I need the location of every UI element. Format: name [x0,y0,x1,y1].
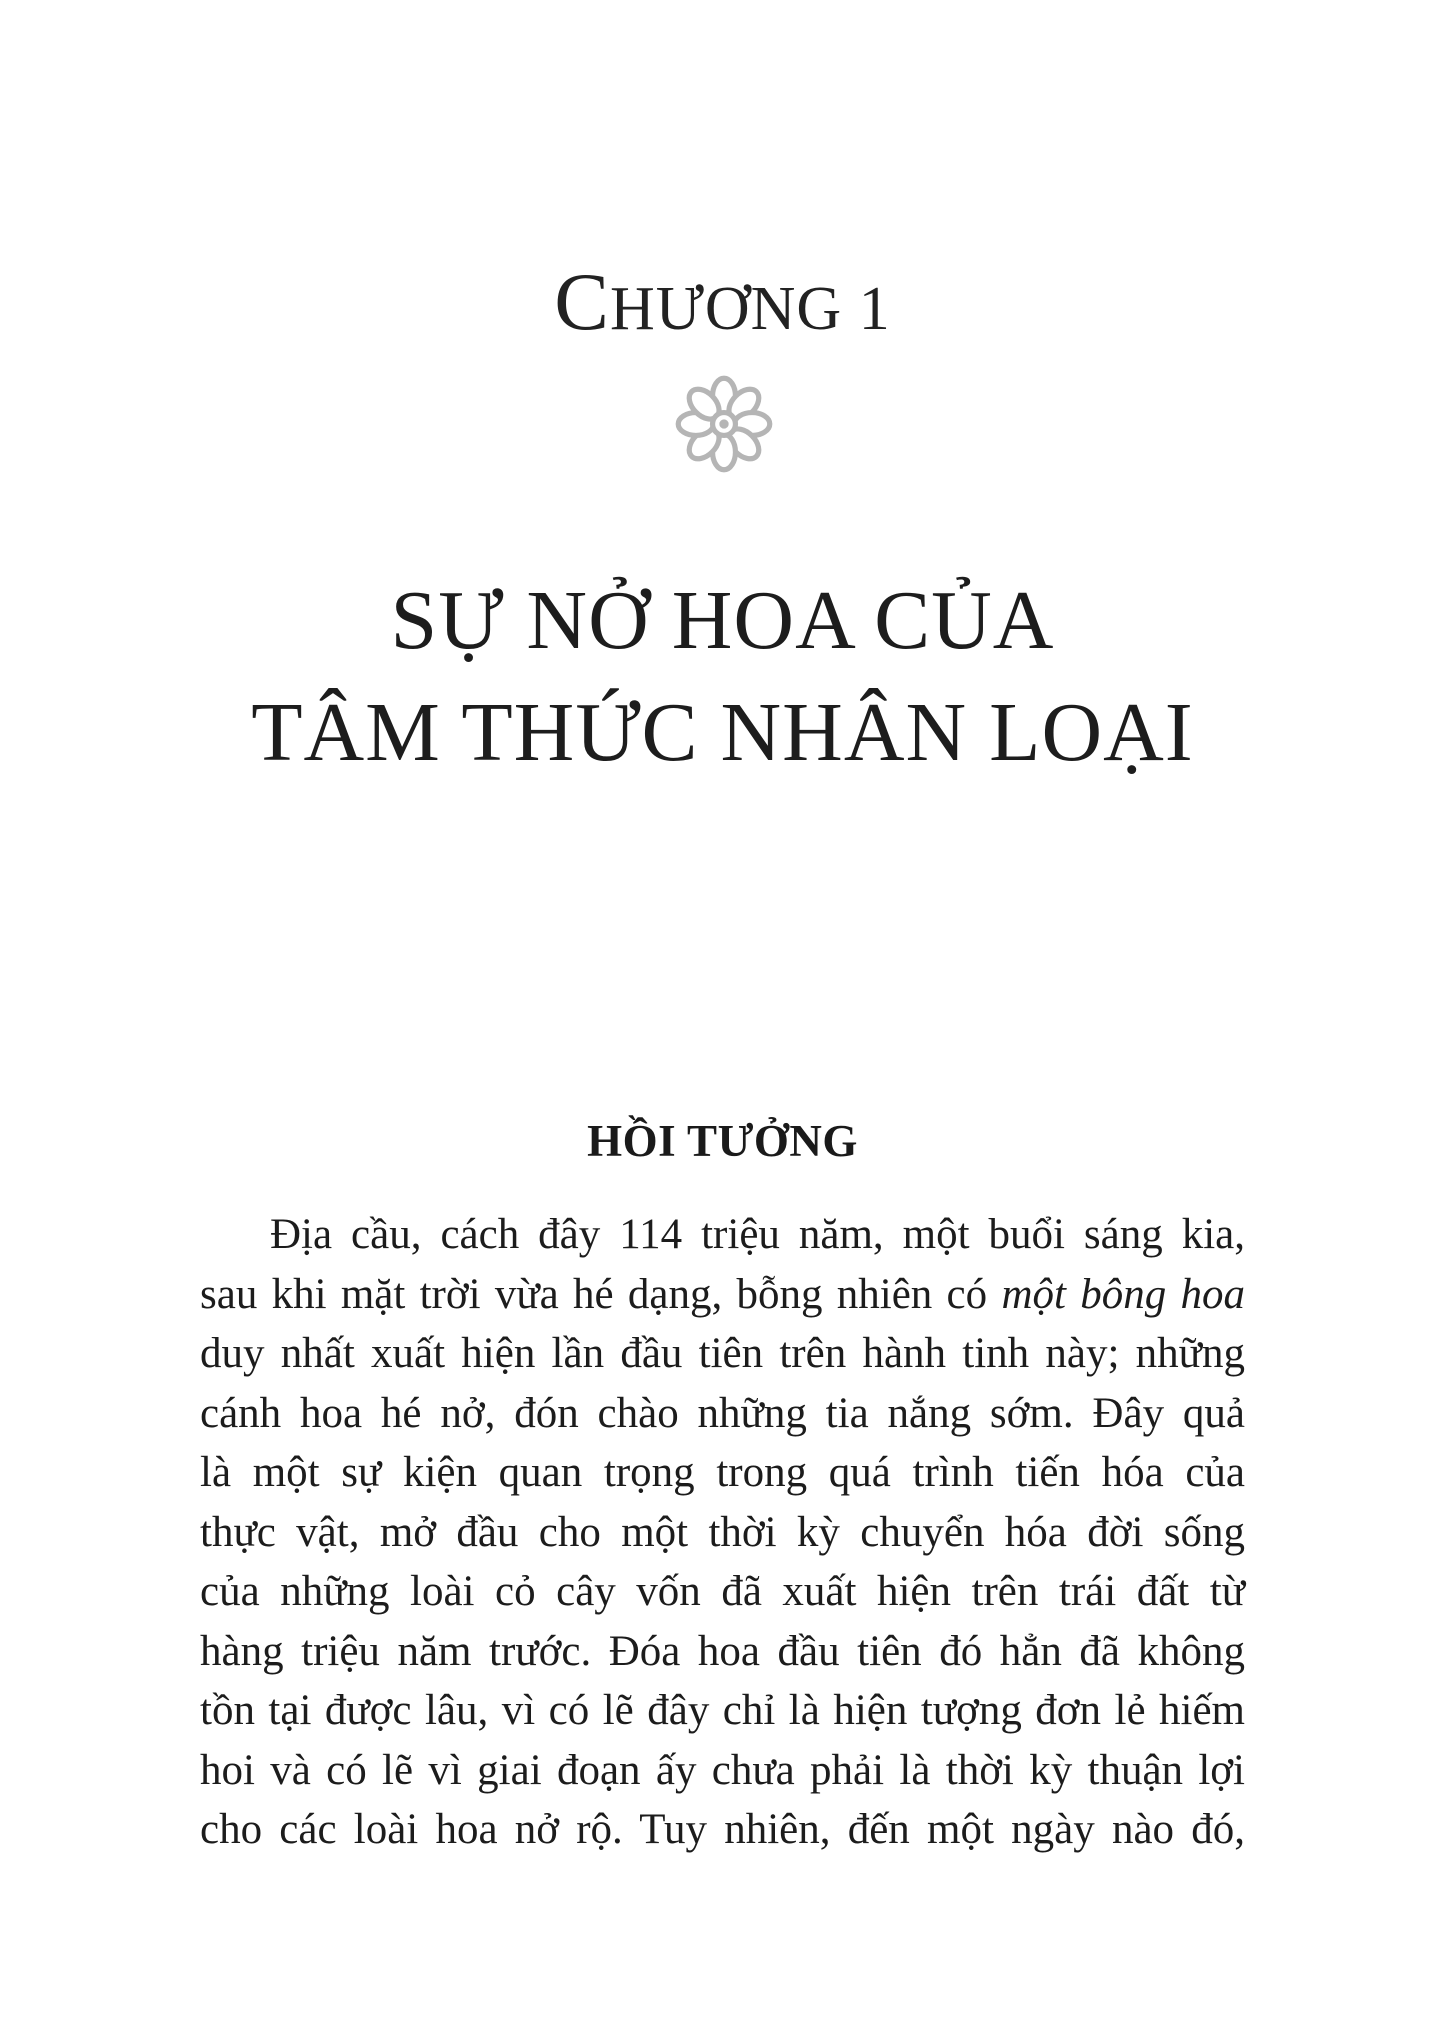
body-line-1: Địa cầu, cách đây 114 triệu năm, một buổi sáng kia, [270,1211,1245,1258]
flower-ornament-icon [672,372,776,476]
body-paragraph [200,1205,1245,1860]
body-line-10: hoi và có lẽ vì giai đoạn ấy chưa phải là thời kỳ thuận lợi [200,1746,1245,1794]
chapter-title [0,565,1445,789]
section-heading: HỒI TƯỞNG [587,1116,858,1166]
body-line-4: cánh hoa hé nở, đón chào những tia nắng sớm. Đây quả [200,1389,1245,1437]
chapter-label-cap: C [554,256,610,347]
body-line-7: của những loài cỏ cây vốn đã xuất hiện trên trái đất từ [200,1568,1245,1615]
chapter-label [0,255,1445,349]
body-line-6: thực vật, mở đầu cho một thời kỳ chuyển hóa đời sống [200,1508,1245,1556]
chapter-label-rest: HƯƠNG 1 [610,275,891,343]
body-line-5: là một sự kiện quan trọng trong quá trình tiến hóa của [200,1449,1245,1496]
chapter-title-line-1: SỰ NỞ HOA CỦA [390,574,1055,667]
body-line-9: tồn tại được lâu, vì có lẽ đây chỉ là hiện tượng đơn lẻ hiếm [200,1687,1245,1734]
body-line-8: hàng triệu năm trước. Đóa hoa đầu tiên đó hẳn đã không [200,1627,1245,1675]
body-line-3: duy nhất xuất hiện lần đầu tiên trên hành tinh này; những [200,1330,1245,1377]
emphasis-text: một bông hoa [1001,1270,1245,1318]
chapter-title-line-2: TÂM THỨC NHÂN LOẠI [251,686,1194,779]
body-line-11: cho các loài hoa nở rộ. Tuy nhiên, đến một ngày nào đó, [200,1806,1245,1853]
body-line-2: sau khi mặt trời vừa hé dạng, bỗng nhiên có một bông hoa [200,1270,1245,1318]
